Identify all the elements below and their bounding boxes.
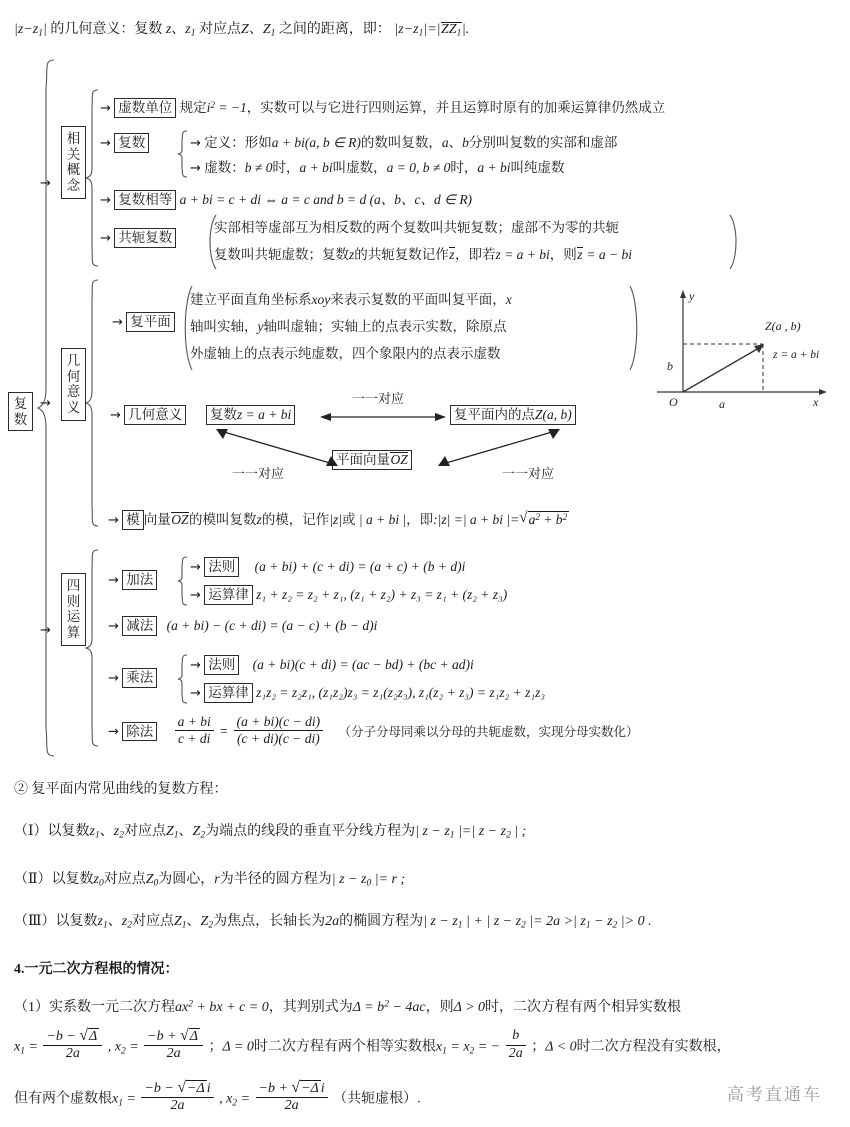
text-imaginary-e: 叫纯虚数 xyxy=(510,160,565,175)
section4-title: 4.一元二次方程根的情况： xyxy=(14,962,179,977)
text-conjugate-line2: 复数叫共轭虚数；复数z的共轭复数记作z，即若z = a + bi，则z = a − bi xyxy=(214,247,633,262)
section4-imaginary-roots-line: 但有两个虚数根$x_1$ = $\frac{\text{−b − √ −Δ i}}{2a}$ , $x_2$ = $\frac{\text{−b + √ −Δ i}}{2a}$ （共轭虚根）. xyxy=(14,1082,421,1117)
root-node-label: 复 数 xyxy=(8,392,33,431)
formula-multiplication-law: z₁z₂ = z₂z₁, (z₁z₂)z₃ = z₁(z₂z₃), z₁(z₂ + z₃) = z₁z₂ + z₁z₃ xyxy=(256,685,546,700)
watermark-text: 高考直通车 xyxy=(727,1085,822,1104)
label-multiplication-rule: 法则 xyxy=(204,655,239,675)
branch-arrow-3: → xyxy=(40,623,51,638)
label-addition: 加法 xyxy=(122,570,157,590)
text-imaginary-b: 时， xyxy=(272,160,300,175)
row-subtraction: → 减法 (a + bi) − (c + di) = (a − c) + (b − d)i xyxy=(108,618,378,634)
section4-paragraph-1: （1）实系数一元二次方程$ax^2$ + bx + c = 0，其判别式为$\Delta = b^2 - 4ac$，则Δ > 0时，二次方程有两个相异实数根 xyxy=(14,999,682,1015)
label-geometric-meaning: 几何意义 xyxy=(124,405,186,425)
row-multiplication-rule: → 法则 (a + bi)(c + di) = (ac − bd) + (bc + ad)i xyxy=(190,657,474,673)
row-multiplication-law: → 运算律 z₁z₂ = z₂z₁, (z₁z₂)z₃ = z₁(z₂z₃), z₁(z₂ + z₃) = z₁z₂ + z₁z₃ xyxy=(190,685,546,701)
text-definition-b: 的数叫复数， xyxy=(360,135,442,150)
row-complex-definition: → 定义：形如a + bi(a, b ∈ R)的数叫复数，a、b分别叫复数的实部和虚部 xyxy=(190,135,618,151)
branch-node-xiangguan-gainian: 相 关 概 念 xyxy=(61,126,86,199)
text-definition-a: 形如 xyxy=(244,135,272,150)
x-axis-arrowhead xyxy=(819,389,827,395)
node-plane-vector: 平面向量OZ xyxy=(332,450,412,470)
brace-complex-number xyxy=(176,130,189,178)
fraction-x1-imaginary: $\frac{\text{−b − √ −Δ i}}{2a}$ xyxy=(141,1080,213,1115)
label-addition-rule: 法则 xyxy=(204,557,239,577)
text-definition-c: 分别叫复数的实部和虚部 xyxy=(468,135,618,150)
brace-geometry xyxy=(84,278,100,528)
branch-node-jihe-yiyi: 几 何 意 义 xyxy=(61,348,86,421)
formula-addition-rule: (a + bi) + (c + di) = (a + c) + (b + d)i xyxy=(254,559,466,574)
text-complex-plane-line1: 建立平面直角坐标系xoy来表示复数的平面叫复平面，x xyxy=(190,292,512,307)
text-imaginary-unit-a: 规定 xyxy=(179,100,207,115)
label-imaginary-unit: 虚数单位 xyxy=(114,98,176,118)
text-complex-plane-line2: 轴叫实轴，y轴叫虚轴；实轴上的点表示实数，除原点 xyxy=(190,319,507,334)
text-imaginary-unit-b: ，实数可以与它进行四则运算，并且运算时原有的加乘运算律仍然成立 xyxy=(246,100,666,115)
label-multiplication-law: 运算律 xyxy=(204,683,253,703)
row-addition-rule: → 法则 (a + bi) + (c + di) = (a + c) + (b + d)i xyxy=(190,559,466,575)
label-subtraction: 减法 xyxy=(122,616,157,636)
b-tick-label: b xyxy=(667,359,673,373)
label-conjugate: 共轭复数 xyxy=(114,228,176,248)
row-geometric-meaning: → 几何意义 xyxy=(110,405,186,425)
node-complex-z: 复数z = a + bi xyxy=(206,405,295,425)
fraction-division-lhs: $\frac{a + bi}{c + di}$ xyxy=(175,714,214,747)
label-division: 除法 xyxy=(122,722,157,742)
row-division: → 除法 $\frac{a + bi}{c + di}$ = $\frac{(a + bi)(c - di)}{(c + di)(c - di)}$ （分子分母同乘以分母的共轭虚数，实现分母实数化） xyxy=(108,713,639,746)
branch-arrow-1: → xyxy=(40,176,51,191)
text-complex-plane-line3: 外虚轴上的点表示纯虚数，四个象限内的点表示虚数 xyxy=(190,346,501,361)
brace-addition xyxy=(176,556,189,606)
node-point-in-plane: 复平面内的点Z(a, b) xyxy=(450,405,576,425)
label-multiplication: 乘法 xyxy=(122,668,157,688)
brace-operations xyxy=(84,548,100,748)
section2-title: ② 复平面内常见曲线的复数方程： xyxy=(14,782,228,797)
row-modulus: → 模 向量OZ的模叫复数z的模，记作|z|或 | a + bi |，即:|z| =| a + bi |= √ $a^2 + b^2$ xyxy=(108,508,569,530)
root-node-fushu xyxy=(8,392,33,431)
text-conjugate-line1: 实部相等虚部互为相反数的两个复数叫共轭复数；虚部不为零的共轭 xyxy=(214,220,619,235)
branch-node-sizhe-yunsuan: 四 则 运 算 xyxy=(61,573,86,646)
fraction-x2-real: $\frac{-b + √ \Delta}{2a}$ xyxy=(144,1028,203,1063)
y-axis-label: y xyxy=(689,289,695,303)
paren-complex-plane-right xyxy=(628,285,642,371)
row-addition-law: → 运算律 z₁ + z₂ = z₂ + z₁, (z₁ + z₂) + z₃ = z₁ + (z₂ + z₃) xyxy=(190,587,508,603)
edge-label-top: 一一对应 xyxy=(352,391,405,406)
fraction-x1-real: $\frac{-b - √ \Delta}{2a}$ xyxy=(43,1028,102,1063)
point-z-label: Z(a , b) xyxy=(765,319,801,333)
edge-label-right: 一一对应 xyxy=(502,466,555,481)
label-complex-plane: 复平面 xyxy=(126,312,175,332)
row-complex-number: → 复数 xyxy=(100,133,149,153)
row-imaginary-unit: → 虚数单位 规定$i^2 = -1$，实数可以与它进行四则运算，并且运算时原有的加乘运算律仍然成立 xyxy=(100,99,666,116)
row-imaginary-number: → 虚数：b ≠ 0时，a + bi叫虚数，a = 0, b ≠ 0时，a + bi叫纯虚数 xyxy=(190,160,565,176)
formula-complex-equality: a + bi = c + di ⇔ a = c and b = d (a、b、c、d ∈ R) xyxy=(179,192,473,207)
brace-multiplication xyxy=(176,654,189,704)
row-multiplication: → 乘法 xyxy=(108,668,157,688)
formula-subtraction: (a + bi) − (c + di) = (a − c) + (b − d)i xyxy=(166,618,378,633)
section2-item-1: （Ⅰ）以复数$z_1$、$z_2$对应点$Z_1$、$Z_2$为端点的线段的垂直平分线方程为| $z - z_1$ |=| $z - z_2$ | ; xyxy=(14,824,527,841)
fraction-division-rhs: $\frac{(a + bi)(c - di)}{(c + di)(c - di)}$ xyxy=(234,714,323,747)
label-complex-equality: 复数相等 xyxy=(114,190,176,210)
x-axis-label: x xyxy=(813,395,819,409)
row-addition: → 加法 xyxy=(108,570,157,590)
coordinate-diagram xyxy=(655,282,850,414)
vector-equation-label: z = a + bi xyxy=(773,349,820,361)
y-axis-arrowhead xyxy=(680,290,686,298)
section2-item-3: （Ⅲ）以复数$z_1$、$z_2$对应点$Z_1$、$Z_2$为焦点，长轴长为2a的椭圆方程为| $z - z_1$ | + | $z - z_2$ |= 2a >| $z_1 - z_2$ |> 0 . xyxy=(14,914,652,931)
section2-item-2: （Ⅱ）以复数$z_0$对应点$Z_0$为圆心，r为半径的圆方程为| $z - z_0$ |= r ; xyxy=(14,872,406,889)
fraction-minus-b-over-2a: $\frac{b}{2a}$ xyxy=(506,1028,526,1062)
position-vector xyxy=(683,348,759,392)
edge-label-left: 一一对应 xyxy=(232,466,285,481)
formula-multiplication-rule: (a + bi)(c + di) = (ac − bd) + (bc + ad)i xyxy=(252,657,474,672)
arrow-top-correspondence xyxy=(318,408,448,426)
section4-roots-line: $x_1$ = $\frac{-b - √ \Delta}{2a}$ , $x_2$ = $\frac{-b + √ \Delta}{2a}$ ；Δ = 0时二次方程有两个相等实数根$x_1 = x_2$ = − $\frac{b}{2a}$ ；Δ < 0时二次方程没有实数根， xyxy=(14,1030,731,1065)
text-imaginary-label: 虚数： xyxy=(204,160,245,175)
fraction-x2-imaginary: $\frac{\text{−b + √ −Δ i}}{2a}$ xyxy=(256,1080,328,1115)
origin-label: O xyxy=(669,395,678,409)
row-complex-equality: → 复数相等 a + bi = c + di ⇔ a = c and b = d (a、b、c、d ∈ R) xyxy=(100,192,473,208)
formula-addition-law: z₁ + z₂ = z₂ + z₁, (z₁ + z₂) + z₃ = z₁ + (z₂ + z₃) xyxy=(256,587,508,602)
header-formula-line: $|z-z_1|$ 的几何意义：复数 z、$z_1$ 对应点Z、$Z_1$ 之间的距离，即： $|z-z_1|=|ZZ_1|$. xyxy=(14,22,470,39)
row-conjugate: → 共轭复数 xyxy=(100,228,176,248)
branch-arrow-2: → xyxy=(40,396,51,411)
text-imaginary-c: 叫虚数， xyxy=(332,160,387,175)
brace-concepts xyxy=(84,88,100,268)
note-division: （分子分母同乘以分母的共轭虚数，实现分母实数化） xyxy=(338,724,639,739)
label-complex-number: 复数 xyxy=(114,133,149,153)
text-imaginary-d: 时， xyxy=(450,160,478,175)
paren-conjugate-right xyxy=(728,214,742,270)
label-addition-law: 运算律 xyxy=(204,585,253,605)
a-tick-label: a xyxy=(719,397,725,411)
text-definition-label: 定义： xyxy=(204,135,245,150)
label-modulus: 模 xyxy=(122,510,144,530)
row-complex-plane: → 复平面 xyxy=(112,312,175,332)
